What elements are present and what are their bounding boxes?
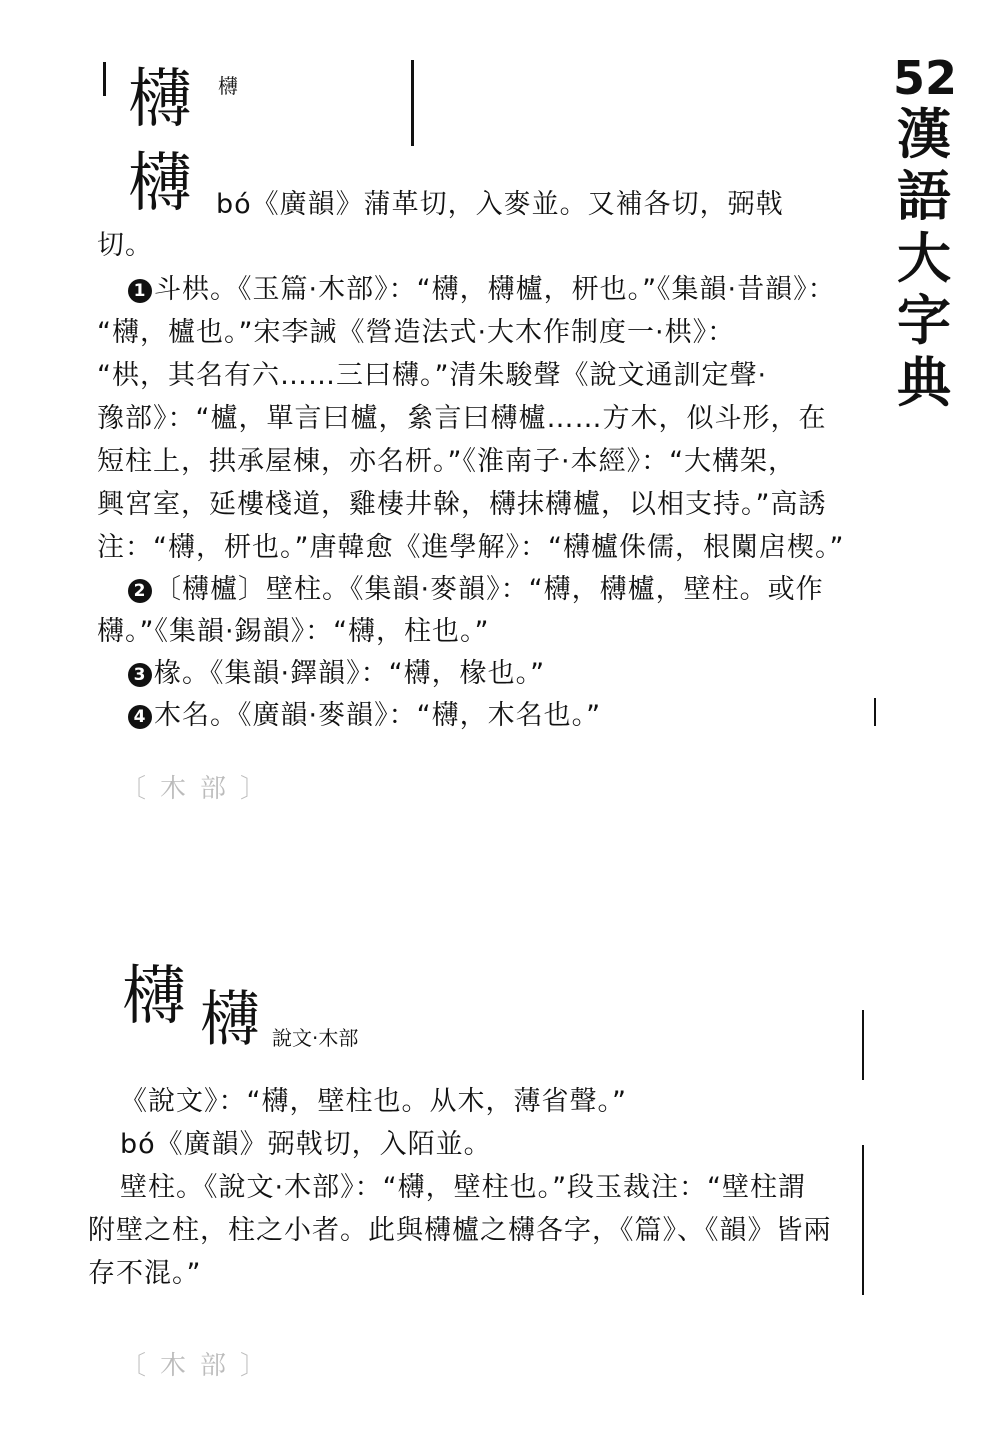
text-line: 2 〔欂櫨〕壁柱。《集韻·麥韻》：“欂，欂櫨，壁柱。或作 — [128, 570, 824, 610]
text-line: bó《廣韻》弼戟切，入陌並。 — [120, 1129, 492, 1160]
divider-margin-bottom — [862, 1145, 864, 1295]
page-number: 52 — [893, 51, 958, 105]
sense-number-badge: 1 — [128, 279, 152, 303]
text-line: 存不混。” — [88, 1258, 202, 1289]
sense-number-badge: 3 — [128, 663, 152, 687]
divider-margin-lower — [862, 1010, 864, 1080]
entry2-headword: 欂 — [122, 960, 186, 1034]
sense-number-badge: 2 — [128, 579, 152, 603]
text-line: 注：“欂，枅也。”唐韓愈《進學解》：“欂櫨侏儒，根闑扂楔。” — [97, 532, 845, 563]
entry2-seal-char: 欂 — [200, 985, 260, 1055]
title-char: 漢 — [897, 102, 951, 166]
text-line: 1 斗栱。《玉篇·木部》：“欂，欂櫨，枅也。”《集韻·昔韻》： — [128, 270, 836, 310]
text-line: 切。 — [97, 230, 153, 261]
text-line: 3 椽。《集韻·鐸韻》：“欂，椽也。” — [128, 654, 545, 694]
text-line: bó《廣韻》蒲革切，入麥並。又補各切，弼戟 — [216, 189, 784, 220]
faint-footer-text: 〔木部〕 — [120, 1351, 281, 1381]
title-char: 語 — [897, 164, 951, 228]
divider-right-top — [411, 60, 414, 146]
title-char: 大 — [897, 226, 951, 290]
text-line: 壁柱。《說文·木部》：“欂，壁柱也。”段玉裁注：“壁柱謂 — [120, 1172, 807, 1203]
faint-footer-text: 〔木部〕 — [120, 774, 281, 804]
text-line: 短柱上，拱承屋棟，亦名枅。”《淮南子·本經》：“大構架， — [97, 446, 797, 477]
text-line: 4 木名。《廣韻·麥韻》：“欂，木名也。” — [128, 696, 601, 736]
text-line: 興宮室，延樓棧道，雞棲井榦，欂抹欂櫨，以相支持。”高誘 — [97, 489, 827, 520]
title-char: 典 — [897, 350, 951, 414]
entry2-source-label: 說文·木部 — [272, 1026, 359, 1050]
text-line: “欂，櫨也。”宋李誡《營造法式·大木作制度一·栱》： — [97, 317, 736, 348]
text-line: 豫部》：“櫨，單言曰櫨，絫言曰欂櫨……方木，似斗形，在 — [97, 403, 827, 434]
entry1-headword-top: 欂 — [128, 63, 192, 137]
sense-number-badge: 4 — [128, 705, 152, 729]
text-line: 附壁之柱，柱之小者。此與欂櫨之欂各字，《篇》、《韻》皆兩 — [88, 1215, 832, 1246]
dictionary-title — [893, 51, 958, 417]
entry1-headword: 欂 — [128, 147, 192, 221]
divider-margin-mid — [874, 698, 876, 726]
divider-left-top — [103, 62, 106, 96]
title-char: 字 — [897, 288, 951, 352]
entry1-headword-small: 欂 — [218, 74, 238, 98]
text-line: 欂。”《集韻·錫韻》：“欂，柱也。” — [97, 616, 490, 647]
text-line: “栱，其名有六……三曰欂。”清朱駿聲《說文通訓定聲· — [97, 360, 768, 391]
text-line: 《說文》：“欂，壁柱也。从木，薄省聲。” — [120, 1086, 627, 1117]
